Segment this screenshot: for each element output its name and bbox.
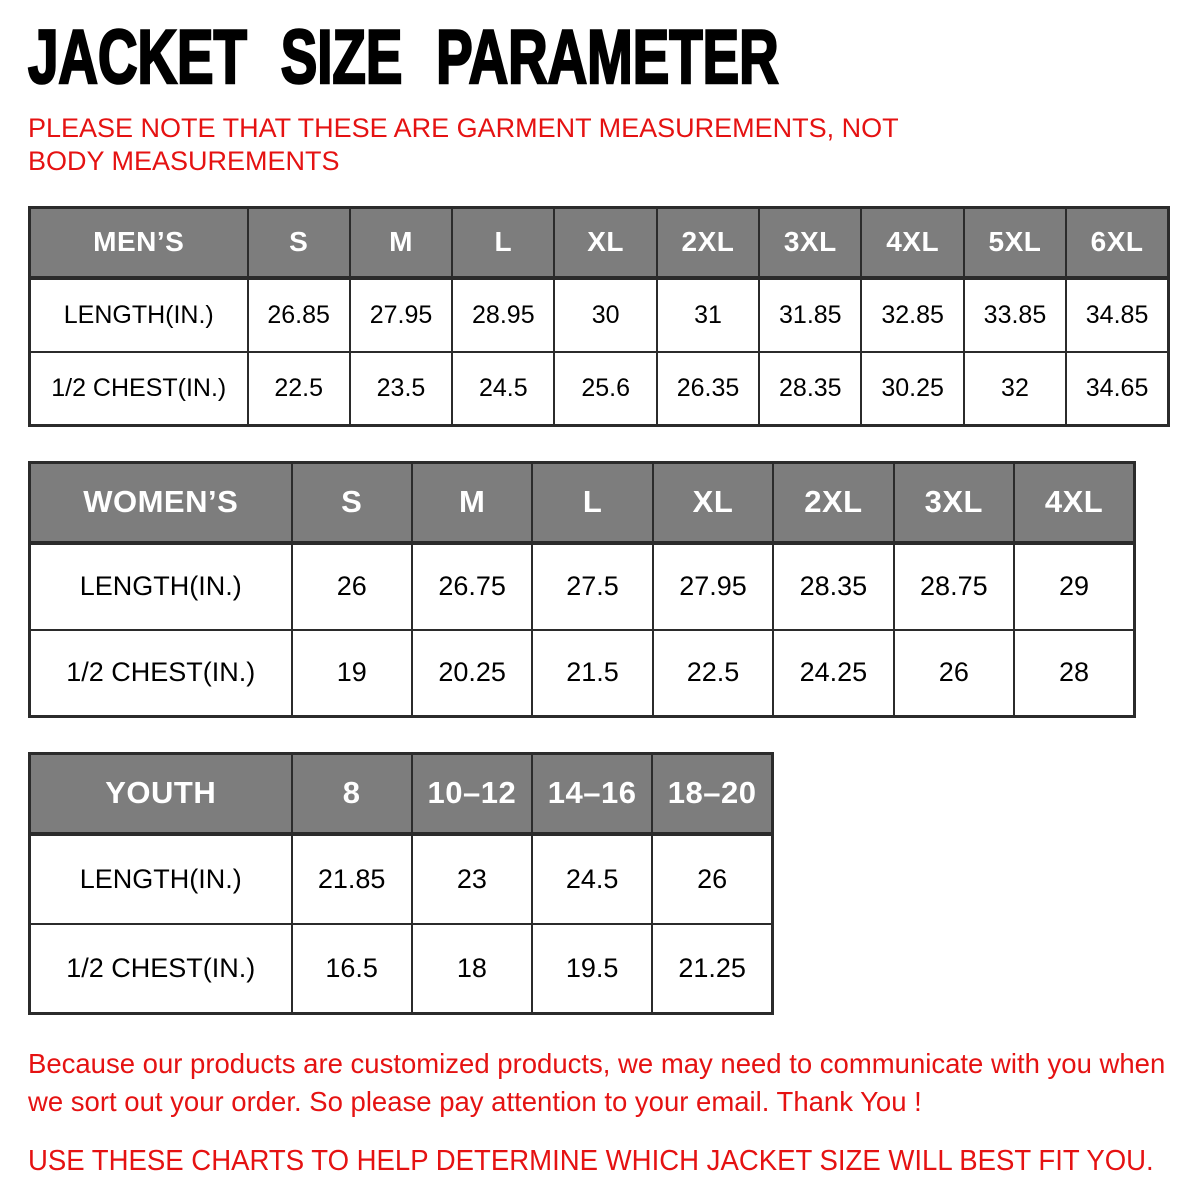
mens-row-label: LENGTH(IN.): [30, 278, 248, 352]
womens-row-label: LENGTH(IN.): [30, 543, 292, 630]
fit-advice: [28, 1145, 1172, 1178]
size-tables-container: [28, 206, 1172, 1015]
youth-measurement-cell: 21.25: [652, 924, 772, 1014]
mens-size-column-header: 6XL: [1066, 208, 1168, 278]
garment-measurement-note: PLEASE NOTE THAT THESE ARE GARMENT MEASUREMENTS, NOT BODY MEASUREMENTS: [28, 113, 899, 177]
womens-size-column-header: XL: [653, 463, 773, 543]
womens-header-row: [30, 463, 1135, 543]
youth-size-column-header: 14–16: [532, 754, 652, 834]
youth-measurement-row: [30, 924, 773, 1014]
womens-size-column-header: 4XL: [1014, 463, 1134, 543]
mens-size-column-header: L: [452, 208, 554, 278]
youth-size-column-header: 8: [292, 754, 412, 834]
womens-measurement-cell: 26.75: [412, 543, 532, 630]
mens-measurement-cell: 31.85: [759, 278, 861, 352]
youth-measurement-cell: 23: [412, 834, 532, 924]
youth-size-column-header: 10–12: [412, 754, 532, 834]
mens-measurement-cell: 33.85: [964, 278, 1066, 352]
mens-header-row: [30, 208, 1169, 278]
womens-size-table: [28, 461, 1136, 718]
womens-size-column-header: 3XL: [894, 463, 1014, 543]
mens-size-column-header: 4XL: [861, 208, 963, 278]
page-title-text: JACKET SIZE PARAMETER: [28, 15, 779, 100]
mens-measurement-cell: 24.5: [452, 352, 554, 426]
womens-measurement-cell: 19: [292, 630, 412, 717]
youth-measurement-cell: 16.5: [292, 924, 412, 1014]
womens-measurement-cell: 28.75: [894, 543, 1014, 630]
youth-measurement-cell: 19.5: [532, 924, 652, 1014]
youth-size-table: [28, 752, 774, 1015]
mens-table-title: MEN’S: [30, 208, 248, 278]
womens-measurement-row: [30, 543, 1135, 630]
mens-size-column-header: 5XL: [964, 208, 1066, 278]
womens-size-column-header: S: [292, 463, 412, 543]
youth-table-title: YOUTH: [30, 754, 292, 834]
womens-row-label: 1/2 CHEST(IN.): [30, 630, 292, 717]
mens-size-column-header: XL: [554, 208, 656, 278]
mens-measurement-cell: 32: [964, 352, 1066, 426]
womens-measurement-cell: 21.5: [532, 630, 652, 717]
mens-measurement-cell: 22.5: [248, 352, 350, 426]
mens-row-label: 1/2 CHEST(IN.): [30, 352, 248, 426]
womens-measurement-cell: 26: [292, 543, 412, 630]
womens-size-column-header: M: [412, 463, 532, 543]
mens-measurement-cell: 26.35: [657, 352, 759, 426]
mens-measurement-row: [30, 352, 1169, 426]
womens-measurement-cell: 27.5: [532, 543, 652, 630]
mens-measurement-cell: 32.85: [861, 278, 963, 352]
mens-measurement-cell: 28.35: [759, 352, 861, 426]
mens-size-column-header: M: [350, 208, 452, 278]
mens-measurement-row: [30, 278, 1169, 352]
womens-measurement-cell: 27.95: [653, 543, 773, 630]
fit-advice-text: USE THESE CHARTS TO HELP DETERMINE WHICH JACKET SIZE WILL BEST FIT YOU.: [28, 1144, 1154, 1177]
mens-measurement-cell: 23.5: [350, 352, 452, 426]
womens-measurement-cell: 28.35: [773, 543, 893, 630]
mens-measurement-cell: 31: [657, 278, 759, 352]
womens-measurement-cell: 29: [1014, 543, 1134, 630]
youth-measurement-cell: 18: [412, 924, 532, 1014]
mens-size-column-header: 2XL: [657, 208, 759, 278]
page-title: [28, 15, 1172, 100]
youth-measurement-cell: 24.5: [532, 834, 652, 924]
womens-measurement-cell: 28: [1014, 630, 1134, 717]
mens-measurement-cell: 26.85: [248, 278, 350, 352]
youth-measurement-cell: 26: [652, 834, 772, 924]
youth-size-column-header: 18–20: [652, 754, 772, 834]
youth-measurement-row: [30, 834, 773, 924]
womens-table-title: WOMEN’S: [30, 463, 292, 543]
womens-measurement-cell: 20.25: [412, 630, 532, 717]
mens-measurement-cell: 25.6: [554, 352, 656, 426]
mens-measurement-cell: 30: [554, 278, 656, 352]
womens-measurement-cell: 24.25: [773, 630, 893, 717]
mens-size-table: [28, 206, 1170, 427]
youth-row-label: 1/2 CHEST(IN.): [30, 924, 292, 1014]
mens-size-column-header: S: [248, 208, 350, 278]
womens-measurement-cell: 26: [894, 630, 1014, 717]
youth-header-row: [30, 754, 773, 834]
mens-size-column-header: 3XL: [759, 208, 861, 278]
mens-measurement-cell: 28.95: [452, 278, 554, 352]
youth-measurement-cell: 21.85: [292, 834, 412, 924]
mens-measurement-cell: 27.95: [350, 278, 452, 352]
womens-size-column-header: L: [532, 463, 652, 543]
mens-measurement-cell: 30.25: [861, 352, 963, 426]
mens-measurement-cell: 34.85: [1066, 278, 1168, 352]
youth-row-label: LENGTH(IN.): [30, 834, 292, 924]
womens-measurement-cell: 22.5: [653, 630, 773, 717]
womens-measurement-row: [30, 630, 1135, 717]
mens-measurement-cell: 34.65: [1066, 352, 1168, 426]
customization-notice: Because our products are customized products, we may need to communicate with you when we sort out your order. So please pay attention to your email. Thank You !: [28, 1048, 1166, 1117]
womens-size-column-header: 2XL: [773, 463, 893, 543]
